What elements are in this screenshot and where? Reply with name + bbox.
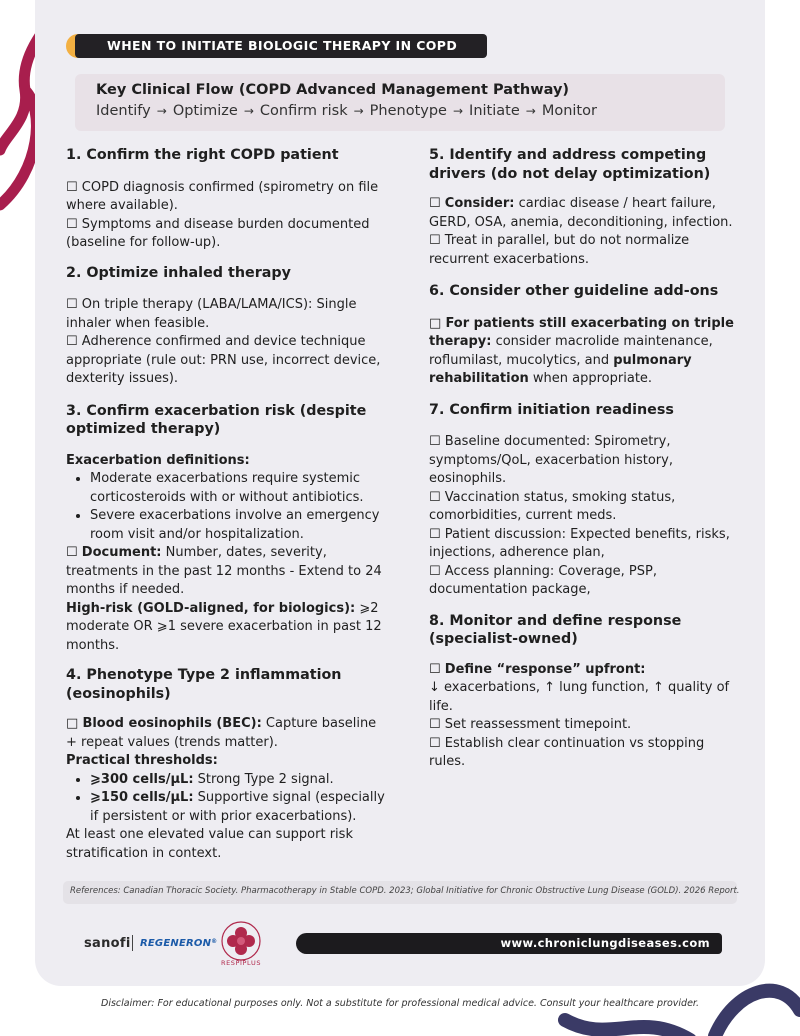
- list-item: [90, 771, 386, 790]
- section-title: 8. Monitor and define response (specialist-owned): [429, 612, 682, 647]
- section-3: [66, 402, 386, 656]
- addons-lead: For patients still exacerbating on triple therapy:: [429, 315, 734, 349]
- arrow-right-icon: →: [353, 104, 364, 118]
- checklist-item: [429, 315, 741, 389]
- section-2: [66, 264, 386, 389]
- define-response-text: ↓ exacerbations, ↑ lung function, ↑ quality of life.: [429, 680, 730, 714]
- checklist-text: On triple therapy (LABA/LAMA/ICS): Single inhaler when feasible.: [66, 297, 357, 331]
- checkbox-icon: ☐: [429, 717, 441, 732]
- checklist-text: Set reassessment timepoint.: [444, 717, 632, 732]
- flow-steps: [96, 103, 597, 119]
- registered-mark: ®: [211, 938, 218, 945]
- checklist-item: [429, 489, 741, 526]
- section-8: [429, 612, 741, 772]
- checklist-text: Baseline documented: Spirometry, symptoms/QoL, exacerbation history, eosinophils.: [429, 434, 673, 486]
- checklist-text: Symptoms and disease burden documented (baseline for follow-up).: [66, 216, 370, 250]
- website-link[interactable]: www.chroniclungdiseases.com: [500, 936, 710, 950]
- thresholds-heading: Practical thresholds:: [66, 753, 218, 768]
- document-label: Document:: [81, 545, 162, 560]
- arrow-right-icon: →: [452, 104, 464, 118]
- checkbox-icon: ☐: [429, 563, 441, 579]
- checkbox-icon: □: [66, 716, 79, 731]
- page-title: WHEN TO INITIATE BIOLOGIC THERAPY IN COPD: [107, 38, 458, 53]
- checklist-text: Access planning: Coverage, PSP, documentation package,: [429, 563, 657, 597]
- section-6: [429, 282, 741, 389]
- bec-text: Capture baseline + repeat values (trends matter).: [66, 716, 377, 750]
- checkbox-icon: ☐: [66, 297, 78, 312]
- checkbox-icon: ☐: [429, 196, 441, 211]
- checklist-item: [66, 216, 386, 253]
- checklist-text: Adherence confirmed and device technique appropriate (rule out: PRN use, incorrect device, dexterity issues).: [66, 334, 381, 386]
- section-title: 1. Confirm the right COPD patient: [66, 147, 339, 163]
- checklist-text: Treat in parallel, but do not normalize recurrent exacerbations.: [429, 233, 690, 267]
- checkbox-icon: ☐: [66, 179, 78, 195]
- arrow-right-icon: →: [243, 104, 254, 118]
- checklist-text: Establish clear continuation vs stopping rules.: [429, 735, 705, 769]
- flow-step: Optimize: [172, 103, 238, 119]
- addons-tail: when appropriate.: [528, 371, 653, 386]
- checklist-item: [429, 232, 741, 269]
- checklist-item: [429, 433, 741, 489]
- checklist-item: [66, 333, 386, 389]
- section-4: [66, 666, 386, 863]
- respiplus-wordmark: RESPIPLUS: [220, 959, 262, 967]
- rehab-text: pulmonary rehabilitation: [429, 352, 692, 386]
- flow-step: Initiate: [469, 103, 520, 119]
- list-item: • Severe exacerbations involve an emergency room visit and/or hospitalization.: [90, 507, 386, 544]
- consider-text: cardiac disease / heart failure, GERD, OSA, anemia, deconditioning, infection.: [429, 196, 733, 230]
- references-text: References: Canadian Thoracic Society. Pharmacotherapy in Stable COPD. 2023; Global Initiative for Chronic Obstructive Lung Disease (GOLD). 2026 Report.: [70, 886, 740, 896]
- definitions-list: [66, 470, 386, 544]
- section-title: 7. Confirm initiation readiness: [429, 401, 674, 418]
- flow-step: Phenotype: [369, 103, 447, 119]
- addons-text: consider macrolide maintenance, roflumilast, mucolytics, and: [429, 334, 713, 368]
- high-risk-label: High-risk (GOLD-aligned, for biologics):: [66, 600, 356, 616]
- checklist-item: [66, 715, 386, 752]
- threshold-label: ⩾300 cells/μL:: [90, 771, 194, 787]
- checkbox-icon: ☐: [429, 233, 441, 248]
- list-item: • Moderate exacerbations require systemic corticosteroids with or without antibiotics.: [90, 470, 386, 507]
- exacerbation-definitions-heading: Exacerbation definitions:: [66, 452, 250, 468]
- checklist-text: COPD diagnosis confirmed (spirometry on file where available).: [66, 179, 379, 213]
- flow-step: Confirm risk: [259, 103, 348, 119]
- checkbox-icon: ☐: [66, 216, 78, 232]
- checkbox-icon: ☐: [429, 489, 441, 505]
- checkbox-icon: □: [429, 315, 442, 331]
- section-title: 5. Identify and address competing drivers (do not delay optimization): [429, 147, 711, 182]
- right-column: [429, 146, 741, 782]
- checkbox-icon: ☐: [66, 334, 78, 349]
- checkbox-icon: ☐: [66, 545, 78, 560]
- checkbox-icon: ☐: [429, 526, 441, 542]
- checkbox-icon: ☐: [429, 434, 441, 449]
- flow-step: Identify: [96, 103, 151, 119]
- checklist-item: [66, 544, 386, 600]
- consider-label: Consider:: [444, 196, 515, 211]
- regeneron-logo: [140, 938, 217, 949]
- threshold-text: Strong Type 2 signal.: [193, 771, 334, 787]
- sanofi-logo: sanofi: [84, 936, 131, 951]
- checklist-item: [66, 179, 386, 216]
- checklist-item: [429, 563, 741, 600]
- checklist-text: Vaccination status, smoking status, comorbidities, current meds.: [429, 489, 676, 523]
- left-column: [66, 146, 386, 873]
- document-text: Number, dates, severity, treatments in the past 12 months - Extend to 24 months if needed.: [66, 545, 382, 597]
- checklist-text: Patient discussion: Expected benefits, risks, injections, adherence plan,: [429, 526, 730, 560]
- section-title: 3. Confirm exacerbation risk (despite optimized therapy): [66, 402, 367, 437]
- checklist-item: [429, 735, 741, 772]
- section-5: [429, 146, 741, 269]
- disclaimer: Disclaimer: For educational purposes only. Not a substitute for professional medical advice. Consult your healthcare provider.: [101, 998, 699, 1009]
- logo-divider: [132, 935, 133, 951]
- arrow-right-icon: →: [525, 104, 536, 118]
- arrow-right-icon: →: [156, 104, 167, 118]
- checkbox-icon: ☐: [429, 661, 441, 677]
- high-risk-criteria: [66, 600, 386, 656]
- flow-step: Monitor: [541, 103, 597, 119]
- checkbox-icon: ☐: [429, 735, 441, 751]
- flow-title: Key Clinical Flow (COPD Advanced Management Pathway): [96, 82, 570, 98]
- threshold-text: Supportive signal (especially if persistent or with prior exacerbations).: [90, 790, 385, 824]
- bec-label: Blood eosinophils (BEC):: [82, 716, 262, 731]
- section-title: 6. Consider other guideline add-ons: [429, 283, 719, 299]
- list-item: [90, 789, 386, 826]
- thresholds-list: [66, 771, 386, 827]
- checklist-item: [429, 661, 741, 680]
- checklist-item: [429, 716, 741, 735]
- regeneron-wordmark: REGENERON: [140, 938, 212, 949]
- section-7: [429, 401, 741, 600]
- section-title: 2. Optimize inhaled therapy: [66, 264, 291, 281]
- phenotype-footer: At least one elevated value can support risk stratification in context.: [66, 827, 353, 861]
- checklist-item: [429, 195, 741, 232]
- define-response-label: Define “response” upfront:: [444, 661, 646, 677]
- checklist-item: [429, 526, 741, 563]
- threshold-label: ⩾150 cells/μL:: [90, 790, 194, 805]
- high-risk-text: ⩾2 moderate OR ⩾1 severe exacerbation in past 12 months.: [66, 600, 382, 653]
- checklist-item: [66, 296, 386, 333]
- section-title: 4. Phenotype Type 2 inflammation (eosinophils): [66, 667, 342, 702]
- section-1: [66, 146, 386, 253]
